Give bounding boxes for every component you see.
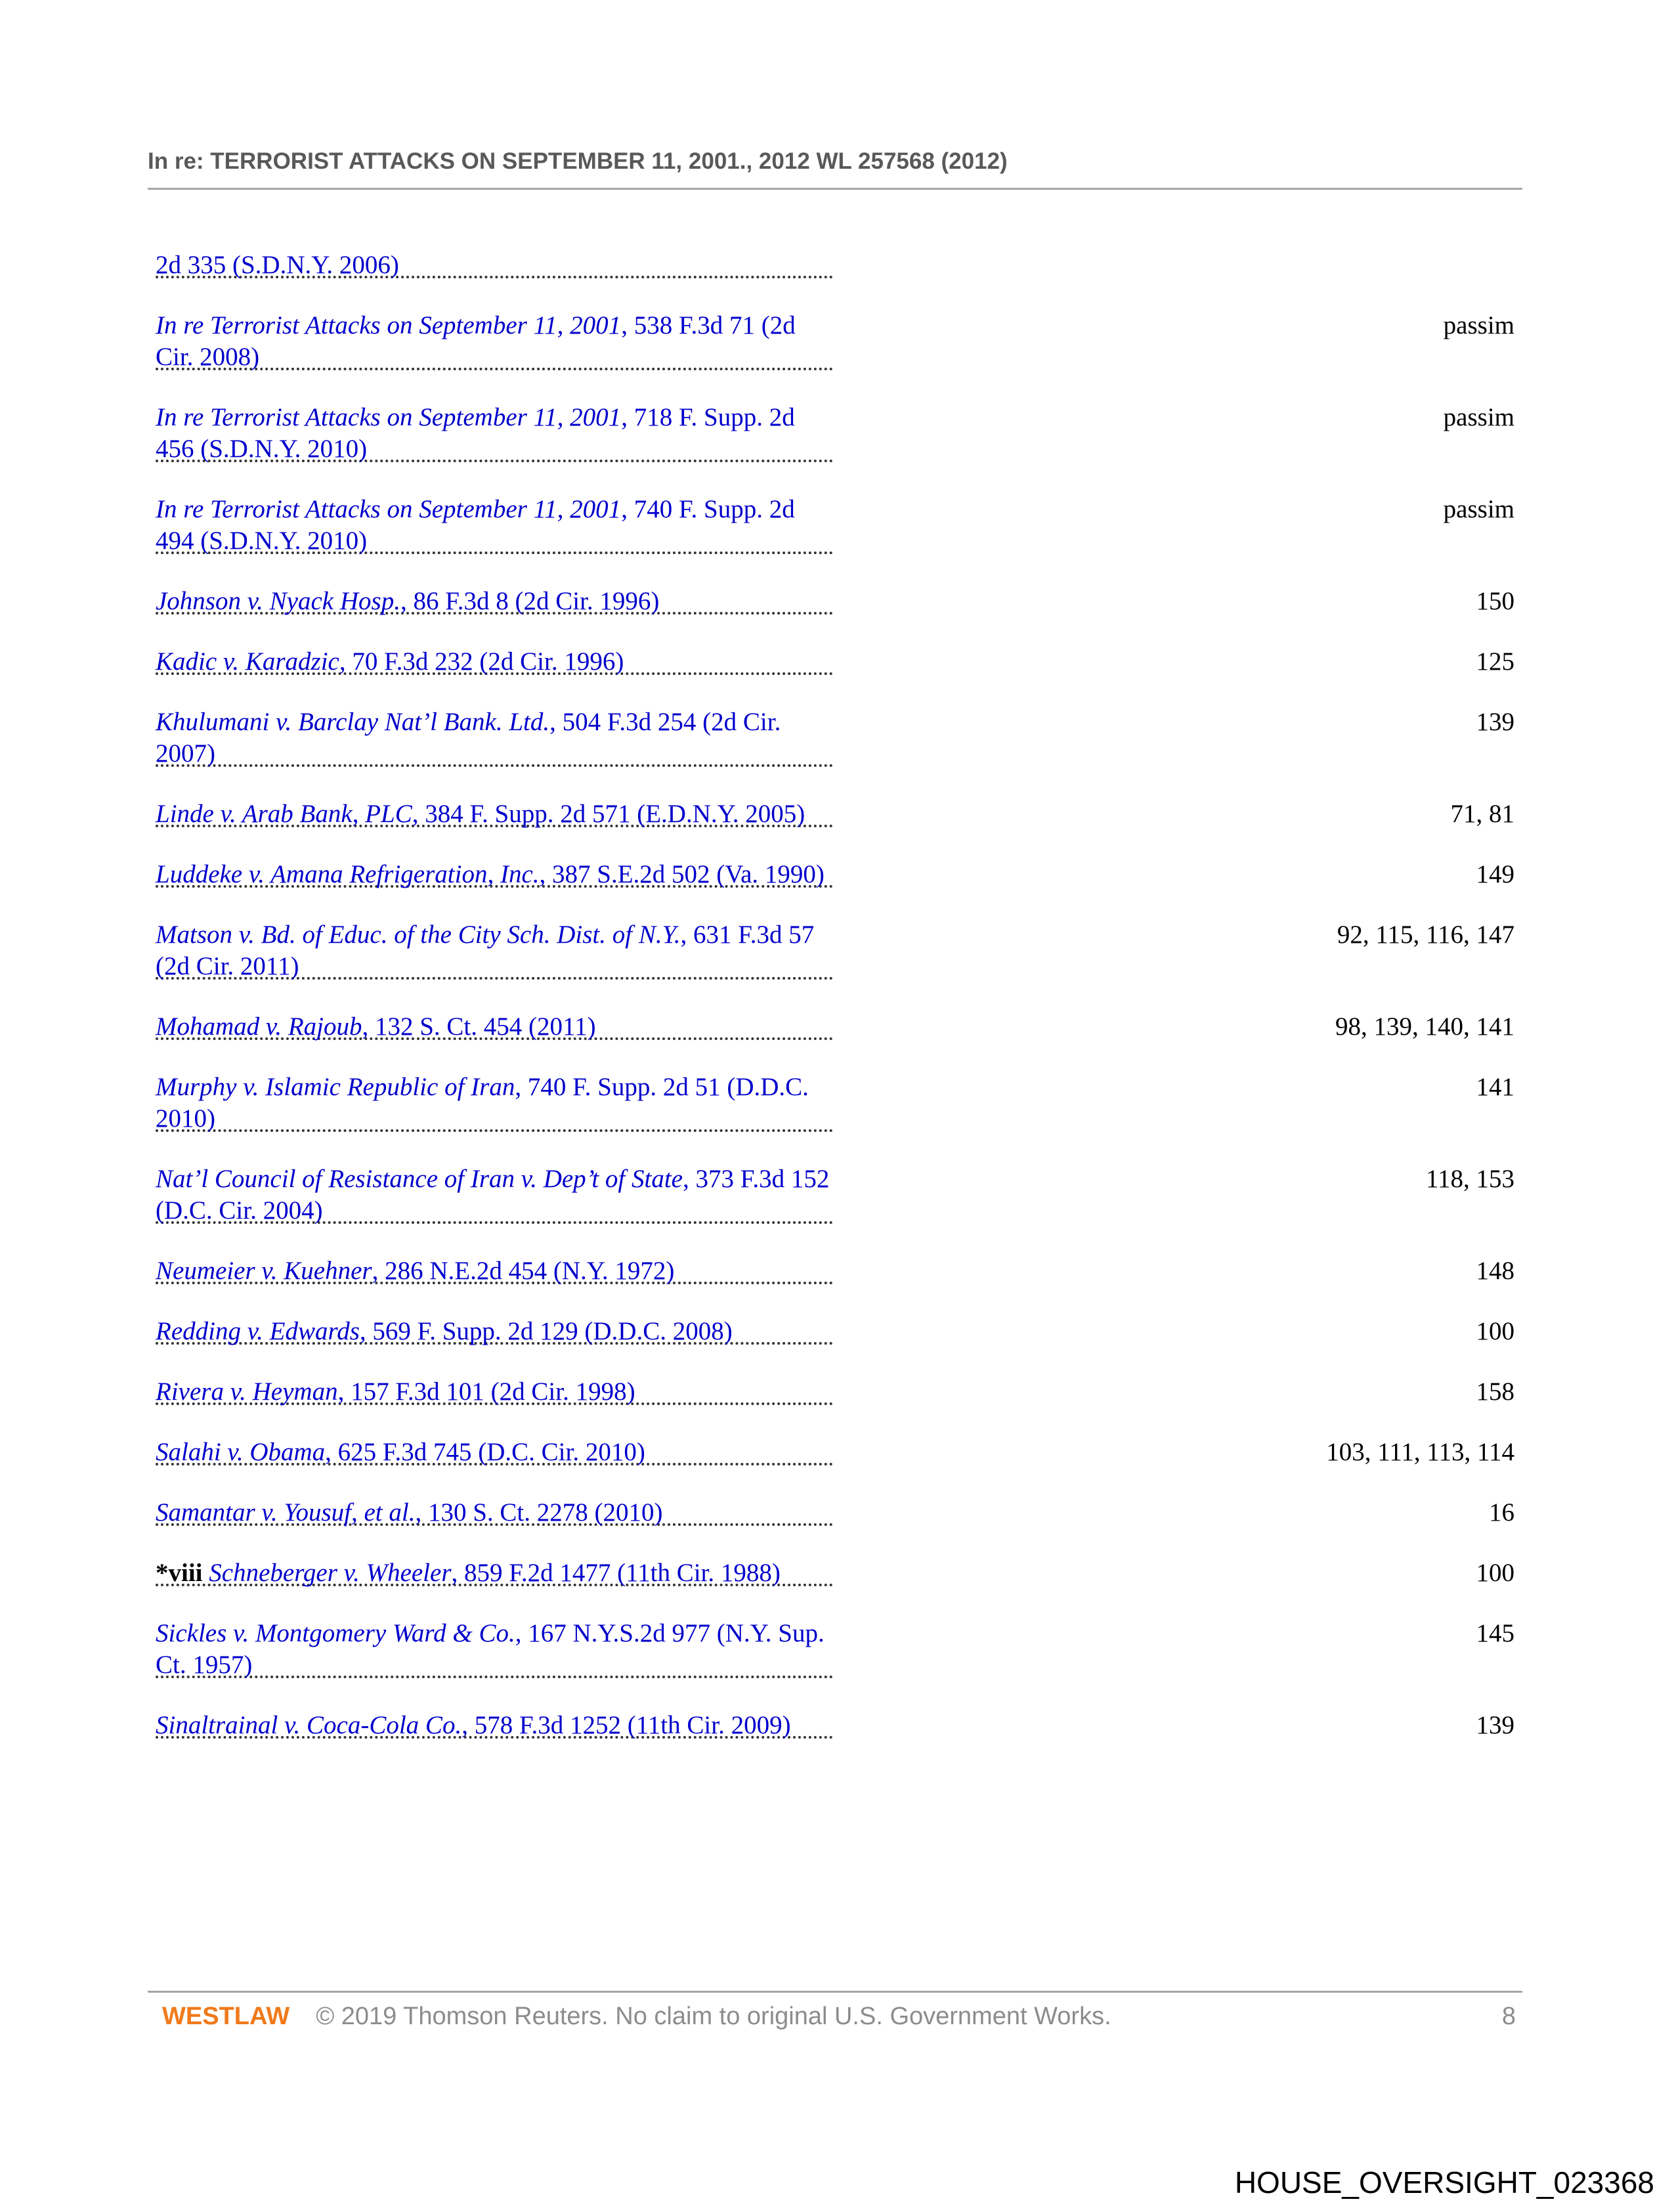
page-references: passim	[1443, 403, 1514, 431]
case-name-link[interactable]: In re Terrorist Attacks on September 11, 2001	[156, 311, 622, 339]
case-citation[interactable]: , 132 S. Ct. 454 (2011)	[362, 1012, 596, 1041]
case-citation[interactable]: , 167 N.Y.S.2d 977 (N.Y. Sup. Ct. 1957)	[156, 1619, 825, 1679]
case-citation[interactable]: , 86 F.3d 8 (2d Cir. 1996)	[400, 587, 660, 615]
case-name-link[interactable]: Johnson v. Nyack Hosp.	[156, 587, 400, 615]
case-citation[interactable]: , 384 F. Supp. 2d 571 (E.D.N.Y. 2005)	[412, 800, 805, 828]
dot-leader	[156, 764, 833, 767]
page-references: 139	[1476, 1711, 1514, 1739]
case-name-link[interactable]: Matson v. Bd. of Educ. of the City Sch. Dist. of N.Y.	[156, 921, 681, 949]
page-references: 100	[1476, 1559, 1514, 1587]
page-references: 125	[1476, 647, 1514, 676]
authority-entry	[156, 494, 1514, 554]
copyright-notice: © 2019 Thomson Reuters. No claim to original U.S. Government Works.	[316, 2003, 1111, 2030]
case-citation[interactable]: , 538 F.3d 71 (2d Cir. 2008)	[156, 311, 796, 371]
authority-entry	[156, 586, 1514, 615]
authority-entry	[156, 1163, 1514, 1224]
page-references: 149	[1476, 860, 1514, 888]
case-citation[interactable]: 2d 335 (S.D.N.Y. 2006)	[156, 251, 399, 279]
case-citation[interactable]: , 859 F.2d 1477 (11th Cir. 1988)	[451, 1559, 781, 1587]
case-citation[interactable]: , 70 F.3d 232 (2d Cir. 1996)	[339, 647, 624, 676]
dot-leader	[156, 1129, 833, 1132]
page-references: 139	[1476, 708, 1514, 736]
authority-entry	[156, 706, 1514, 767]
case-citation[interactable]: , 387 S.E.2d 502 (Va. 1990)	[539, 860, 825, 888]
case-name-link[interactable]: Sickles v. Montgomery Ward & Co.	[156, 1619, 515, 1647]
page-footer	[162, 2003, 1516, 2031]
authority-entry	[156, 646, 1514, 675]
westlaw-logo: WESTLAW	[162, 2003, 290, 2030]
page-references: 145	[1476, 1619, 1514, 1647]
page-references: 103, 111, 113, 114	[1326, 1438, 1514, 1466]
case-citation[interactable]: , 286 N.E.2d 454 (N.Y. 1972)	[372, 1257, 675, 1285]
case-citation[interactable]: , 373 F.3d 152 (D.C. Cir. 2004)	[156, 1165, 830, 1225]
header-divider	[148, 188, 1522, 190]
page-references: 98, 139, 140, 141	[1335, 1012, 1514, 1041]
authority-entry	[156, 1437, 1514, 1465]
page-references: 92, 115, 116, 147	[1337, 921, 1514, 949]
authority-entry	[156, 798, 1514, 827]
case-citation[interactable]: , 740 F. Supp. 2d 494 (S.D.N.Y. 2010)	[156, 495, 795, 555]
table-of-authorities	[156, 249, 1514, 1770]
dot-leader	[156, 1676, 833, 1678]
case-name-link[interactable]: Sinaltrainal v. Coca-Cola Co.	[156, 1711, 462, 1739]
case-name-link[interactable]: Neumeier v. Kuehner	[156, 1257, 372, 1285]
authority-entry	[156, 1316, 1514, 1345]
star-page-marker: *viii	[156, 1559, 209, 1587]
authority-entry	[156, 310, 1514, 370]
page-number: 8	[1501, 2003, 1516, 2030]
page-references: 71, 81	[1450, 800, 1514, 828]
page-references: passim	[1443, 311, 1514, 339]
authority-entry	[156, 1710, 1514, 1739]
page-references: 150	[1476, 587, 1514, 615]
case-citation[interactable]: , 718 F. Supp. 2d 456 (S.D.N.Y. 2010)	[156, 403, 795, 463]
page-references: 16	[1489, 1498, 1514, 1527]
authority-entry	[156, 919, 1514, 980]
bates-number: HOUSE_OVERSIGHT_023368	[1234, 2165, 1654, 2200]
page-references: passim	[1443, 495, 1514, 523]
case-citation[interactable]: , 130 S. Ct. 2278 (2010)	[415, 1498, 663, 1527]
case-citation[interactable]: , 504 F.3d 254 (2d Cir. 2007)	[156, 708, 781, 768]
case-citation[interactable]: , 631 F.3d 57 (2d Cir. 2011)	[156, 921, 815, 980]
page-header-title: In re: TERRORIST ATTACKS ON SEPTEMBER 11, 2001., 2012 WL 257568 (2012)	[148, 148, 1008, 174]
case-name-link[interactable]: Schneberger v. Wheeler	[209, 1559, 452, 1587]
case-name-link[interactable]: Khulumani v. Barclay Nat’l Bank. Ltd.	[156, 708, 550, 736]
case-name-link[interactable]: Redding v. Edwards	[156, 1317, 360, 1345]
page-references: 141	[1476, 1073, 1514, 1101]
authority-entry	[156, 1255, 1514, 1284]
case-name-link[interactable]: Samantar v. Yousuf, et al.	[156, 1498, 416, 1527]
authority-entry	[156, 1011, 1514, 1040]
authority-entry	[156, 402, 1514, 462]
case-name-link[interactable]: Rivera v. Heyman	[156, 1377, 338, 1406]
case-name-link[interactable]: Murphy v. Islamic Republic of Iran	[156, 1073, 515, 1101]
page-references: 100	[1476, 1317, 1514, 1345]
case-citation[interactable]: , 625 F.3d 745 (D.C. Cir. 2010)	[325, 1438, 645, 1466]
case-name-link[interactable]: In re Terrorist Attacks on September 11, 2001	[156, 403, 622, 431]
case-citation[interactable]: , 578 F.3d 1252 (11th Cir. 2009)	[461, 1711, 791, 1739]
page-references: 118, 153	[1425, 1165, 1514, 1193]
case-name-link[interactable]: Kadic v. Karadzic	[156, 647, 339, 676]
authority-entry	[156, 859, 1514, 888]
footer-divider	[148, 1991, 1522, 1993]
case-name-link[interactable]: In re Terrorist Attacks on September 11, 2001	[156, 495, 622, 523]
case-citation[interactable]: , 740 F. Supp. 2d 51 (D.D.C. 2010)	[156, 1073, 809, 1133]
authority-entry	[156, 249, 1514, 278]
case-name-link[interactable]: Salahi v. Obama	[156, 1438, 326, 1466]
case-name-link[interactable]: Luddeke v. Amana Refrigeration, Inc.	[156, 860, 540, 888]
authority-entry	[156, 1497, 1514, 1526]
page-references: 148	[1476, 1257, 1514, 1285]
case-name-link[interactable]: Mohamad v. Rajoub	[156, 1012, 362, 1041]
case-name-link[interactable]: Nat’l Council of Resistance of Iran v. Dep’t of State	[156, 1165, 683, 1193]
case-citation[interactable]: , 569 F. Supp. 2d 129 (D.D.C. 2008)	[359, 1317, 733, 1345]
case-citation[interactable]: , 157 F.3d 101 (2d Cir. 1998)	[337, 1377, 635, 1406]
authority-entry	[156, 1557, 1514, 1586]
authority-entry	[156, 1618, 1514, 1678]
case-name-link[interactable]: Linde v. Arab Bank, PLC	[156, 800, 412, 828]
page-references: 158	[1476, 1377, 1514, 1406]
authority-entry	[156, 1376, 1514, 1405]
authority-entry	[156, 1072, 1514, 1132]
